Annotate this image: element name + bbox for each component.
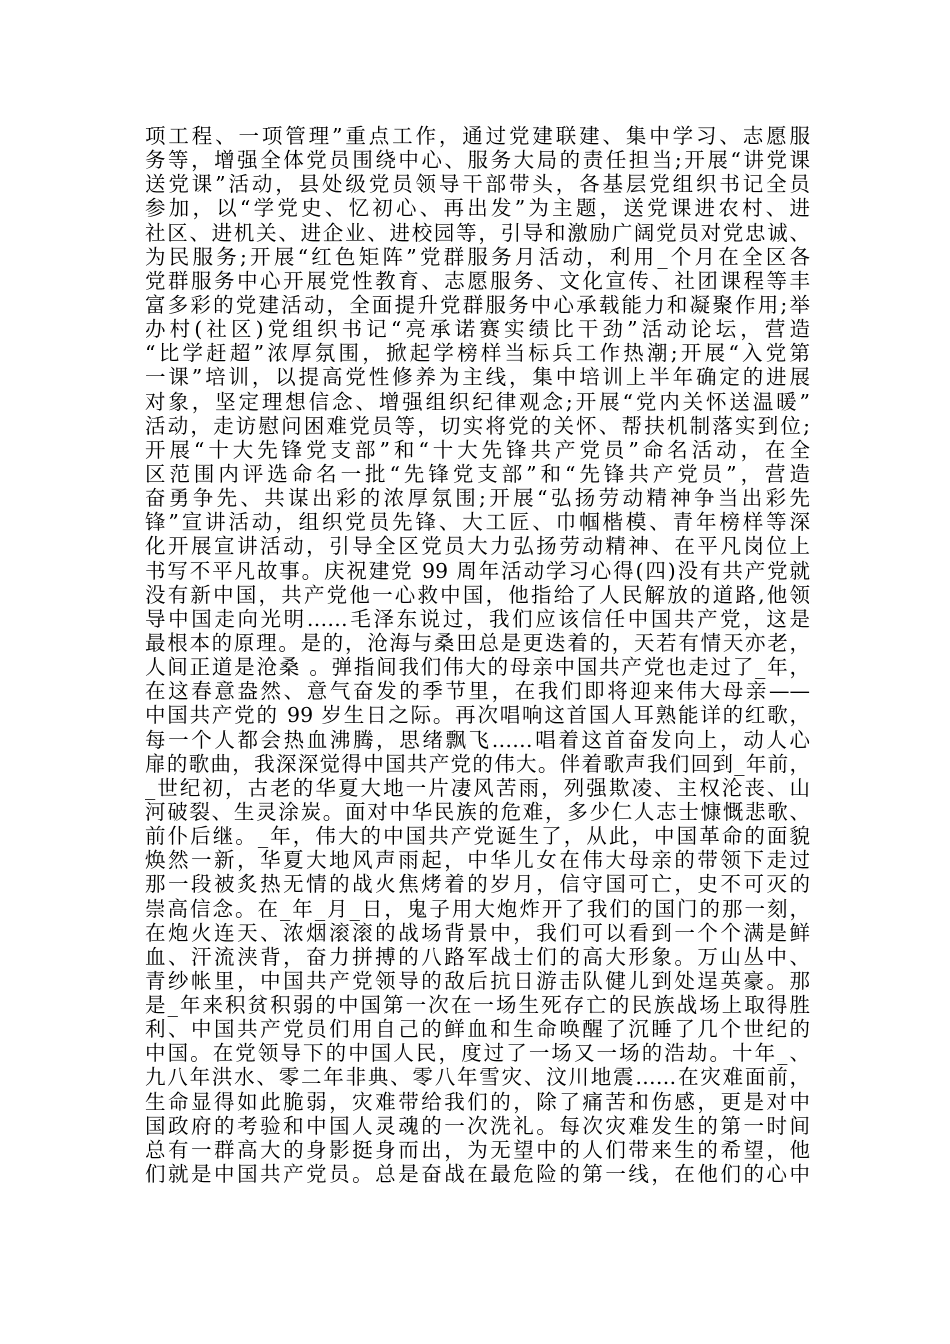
text-line: 扉的歌曲，我深深觉得中国共产党的伟大。伴着歌声我们回到_年前， (145, 751, 810, 776)
text-line: 焕然一新，华夏大地风声雨起，中华儿女在伟大母亲的带领下走过 (145, 848, 810, 873)
text-line: 总有一群高大的身影挺身而出，为无望中的人们带来生的希望，他 (145, 1137, 810, 1162)
text-line: 在炮火连天、浓烟滚滚的战场背景中，我们可以看到一个个满是鲜 (145, 920, 810, 945)
text-line: _世纪初，古老的华夏大地一片凄风苦雨，列强欺凌、主权沦丧、山 (145, 775, 810, 800)
text-line: 社区、进机关、进企业、进校园等，引导和激励广阔党员对党忠诚、 (145, 220, 810, 245)
text-line: 每一个人都会热血沸腾，思绪飘飞……唱着这首奋发向上，动人心 (145, 727, 810, 752)
text-line: 书写不平凡故事。庆祝建党 99 周年活动学习心得(四)没有共产党就 (145, 558, 810, 583)
text-line: 是_年来积贫积弱的中国第一次在一场生死存亡的民族战场上取得胜 (145, 993, 810, 1018)
text-line: 办村(社区)党组织书记“亮承诺赛实绩比干劲”活动论坛，营造 (145, 317, 810, 342)
text-line: 河破裂、生灵涂炭。面对中华民族的危难，多少仁人志士慷慨悲歌、 (145, 799, 810, 824)
text-line: 锋”宣讲活动，组织党员先锋、大工匠、巾帼楷模、青年榜样等深 (145, 510, 810, 535)
text-line: 生命显得如此脆弱，灾难带给我们的，除了痛苦和伤感，更是对中 (145, 1089, 810, 1114)
text-line: 对象，坚定理想信念、增强组织纪律观念;开展“党内关怀送温暖” (145, 389, 810, 414)
text-line: 一课”培训，以提高党性修养为主线，集中培训上半年确定的进展 (145, 365, 810, 390)
text-line: 崇高信念。在_年_月_日，鬼子用大炮炸开了我们的国门的那一刻， (145, 896, 810, 921)
text-line: 为民服务;开展“红色矩阵”党群服务月活动，利用_个月在全区各 (145, 244, 810, 269)
text-line: 中国。在党领导下的中国人民，度过了一场又一场的浩劫。十年_、 (145, 1041, 810, 1066)
body-text (145, 124, 810, 1186)
text-line: 九八年洪水、零二年非典、零八年雪灾、汶川地震……在灾难面前， (145, 1065, 810, 1090)
text-line: 富多彩的党建活动，全面提升党群服务中心承载能力和凝聚作用;举 (145, 292, 810, 317)
text-line: 没有新中国，共产党他一心救中国，他指给了人民解放的道路,他领 (145, 582, 810, 607)
text-line: 送党课”活动，县处级党员领导干部带头，各基层党组织书记全员 (145, 172, 810, 197)
text-line: 中国共产党的 99 岁生日之际。再次唱响这首国人耳熟能详的红歌， (145, 703, 810, 728)
text-line: 党群服务中心开展党性教育、志愿服务、文化宣传、社团课程等丰 (145, 268, 810, 293)
text-line: “比学赶超”浓厚氛围，掀起学榜样当标兵工作热潮;开展“入党第 (145, 341, 810, 366)
text-line: 血、汗流浃背，奋力拼搏的八路军战士们的高大形象。万山丛中、 (145, 944, 810, 969)
text-line: 国政府的考验和中国人灵魂的一次洗礼。每次灾难发生的第一时间 (145, 1113, 810, 1138)
text-line: 青纱帐里，中国共产党领导的敌后抗日游击队健儿到处逞英豪。那 (145, 968, 810, 993)
text-line: 人间正道是沧桑 。弹指间我们伟大的母亲中国共产党也走过了_年， (145, 655, 810, 680)
text-line: 务等，增强全体党员围绕中心、服务大局的责任担当;开展“讲党课 (145, 148, 810, 173)
text-line: 区范围内评选命名一批“先锋党支部”和“先锋共产党员”，营造 (145, 461, 810, 486)
text-line: 奋勇争先、共谋出彩的浓厚氛围;开展“弘扬劳动精神争当出彩先 (145, 486, 810, 511)
text-line: 化开展宣讲活动，引导全区党员大力弘扬劳动精神、在平凡岗位上 (145, 534, 810, 559)
text-line: 导中国走向光明……毛泽东说过，我们应该信任中国共产党，这是 (145, 606, 810, 631)
text-line: 利、中国共产党员们用自己的鲜血和生命唤醒了沉睡了几个世纪的 (145, 1017, 810, 1042)
text-line: 在这春意盎然、意气奋发的季节里，在我们即将迎来伟大母亲—— (145, 679, 810, 704)
text-line: 最根本的原理。是的，沧海与桑田总是更迭着的，天若有情天亦老， (145, 630, 810, 655)
text-line: 前仆后继。_年，伟大的中国共产党诞生了，从此，中国革命的面貌 (145, 824, 810, 849)
text-line: 开展“十大先锋党支部”和“十大先锋共产党员”命名活动，在全 (145, 437, 810, 462)
text-line: 项工程、一项管理”重点工作，通过党建联建、集中学习、志愿服 (145, 124, 810, 148)
text-line: 参加，以“学党史、忆初心、再出发”为主题，送党课进农村、进 (145, 196, 810, 221)
text-line: 活动，走访慰问困难党员等，切实将党的关怀、帮扶机制落实到位; (145, 413, 810, 438)
text-line: 们就是中国共产党员。总是奋战在最危险的第一线，在他们的心中 (145, 1162, 810, 1187)
text-line: 那一段被炙热无情的战火焦烤着的岁月，信守国可亡，史不可灭的 (145, 872, 810, 897)
